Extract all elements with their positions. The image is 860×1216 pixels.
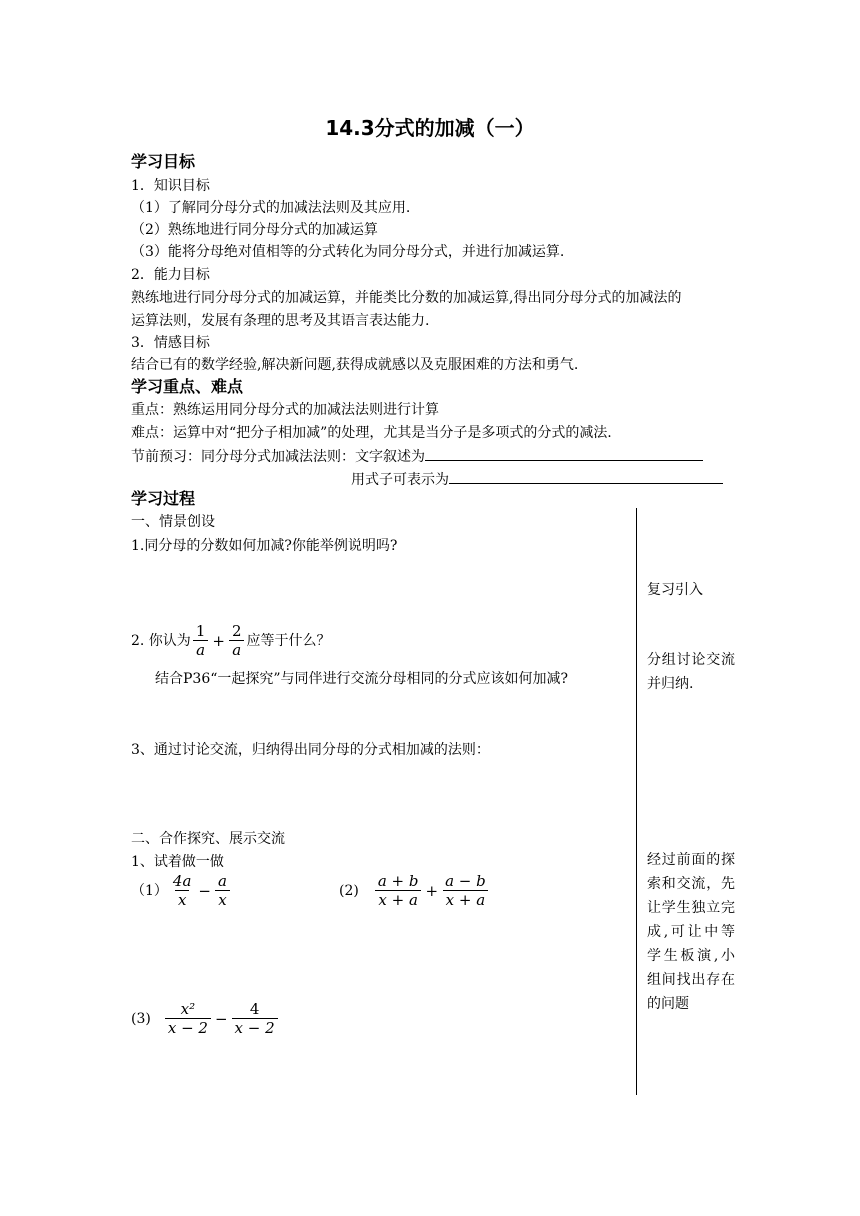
- question-2-suffix: 应等于什么？: [246, 632, 331, 649]
- numerator: 4: [249, 1000, 260, 1018]
- exercise-3: [131, 1000, 280, 1037]
- preview-line-1: [131, 445, 703, 467]
- answer-blank[interactable]: [449, 468, 723, 484]
- column-divider: [636, 508, 637, 1095]
- question-1: 1.同分母的分数如何加减?你能举例说明吗?: [131, 538, 398, 554]
- section-2-title: 二、合作探究、展示交流: [131, 831, 285, 847]
- exercise-label: (2): [339, 882, 359, 899]
- operator: +: [212, 631, 225, 650]
- knowledge-item: （2）熟练地进行同分母分式的加减运算: [131, 222, 378, 238]
- operator: +: [425, 881, 439, 900]
- denominator: x + a: [375, 890, 421, 909]
- ability-goal-text: 熟练地进行同分母分式的加减运算，并能类比分数的加减运算,得出同分母分式的加减法的: [131, 290, 682, 306]
- answer-blank[interactable]: [425, 445, 703, 461]
- fraction: [375, 872, 422, 909]
- fraction: [232, 1000, 278, 1037]
- section-1-title: 一、情景创设: [131, 514, 215, 530]
- denominator: x − 2: [165, 1018, 211, 1037]
- side-note-group-discussion: 分组讨论交流并归纳.: [647, 652, 735, 692]
- denominator: a: [229, 640, 244, 659]
- fraction: [193, 622, 209, 659]
- operator: −: [214, 1009, 228, 1028]
- process-heading: 学习过程: [131, 489, 196, 508]
- exercise-label: （1）: [131, 882, 168, 899]
- goals-heading: 学习目标: [131, 152, 196, 171]
- denominator: x: [215, 890, 229, 909]
- operator: −: [198, 881, 211, 900]
- question-2-detail: 结合P36“一起探究”与同伴进行交流分母相同的分式应该如何加减?: [155, 671, 569, 687]
- difficulty-text: 难点：运算中对“把分子相加减”的处理，尤其是当分子是多项式的分式的减法.: [131, 425, 612, 441]
- page-title: 14.3分式的加减（一）: [325, 116, 535, 140]
- focus-text: 重点：熟练运用同分母分式的加减法法则进行计算: [131, 402, 439, 418]
- question-3: 3、通过讨论交流，归纳得出同分母的分式相加减的法则：: [131, 742, 490, 758]
- emotion-goal-label: 3．情感目标: [131, 335, 210, 351]
- preview-line-2: [351, 468, 723, 490]
- fraction: [215, 872, 230, 909]
- side-note-review: 复习引入: [647, 582, 703, 598]
- numerator: x²: [180, 1000, 196, 1018]
- numerator: a − b: [445, 872, 486, 890]
- denominator: x − 2: [232, 1018, 278, 1037]
- fraction: [442, 872, 489, 909]
- knowledge-item: （1）了解同分母分式的加减法法则及其应用.: [131, 200, 411, 216]
- preview-text: 节前预习：同分母分式加减法法则：文字叙述为: [131, 449, 425, 465]
- numerator: a + b: [377, 872, 419, 890]
- ability-goal-label: 2．能力目标: [131, 267, 210, 283]
- question-2-prefix: 2. 你认为: [131, 632, 191, 649]
- knowledge-item: （3）能将分母绝对值相等的分式转化为同分母分式，并进行加减运算.: [131, 244, 565, 260]
- fraction: [165, 1000, 211, 1037]
- key-points-heading: 学习重点、难点: [131, 377, 244, 396]
- side-note-practice: 经过前面的探索和交流，先让学生独立完成,可让中等学生板演,小组间找出存在的问题: [647, 852, 735, 1012]
- question-2: [131, 622, 330, 659]
- exercise-1: [131, 872, 232, 909]
- numerator: 4a: [172, 872, 192, 890]
- exercise-2: [339, 872, 491, 909]
- numerator: 1: [195, 622, 206, 640]
- emotion-goal-text: 结合已有的数学经验,解决新问题,获得成就感以及克服困难的方法和勇气.: [131, 357, 579, 373]
- try-it-label: 1、试着做一做: [131, 854, 224, 870]
- fraction: [229, 622, 245, 659]
- denominator: a: [193, 640, 208, 659]
- exercise-label: (3): [131, 1010, 151, 1027]
- denominator: x + a: [443, 890, 489, 909]
- ability-goal-text: 运算法则，发展有条理的思考及其语言表达能力.: [131, 313, 430, 329]
- denominator: x: [175, 890, 189, 909]
- knowledge-goal-label: 1．知识目标: [131, 178, 210, 194]
- numerator: a: [218, 872, 227, 890]
- fraction: [170, 872, 195, 909]
- preview-text: 用式子可表示为: [351, 472, 449, 488]
- numerator: 2: [231, 622, 242, 640]
